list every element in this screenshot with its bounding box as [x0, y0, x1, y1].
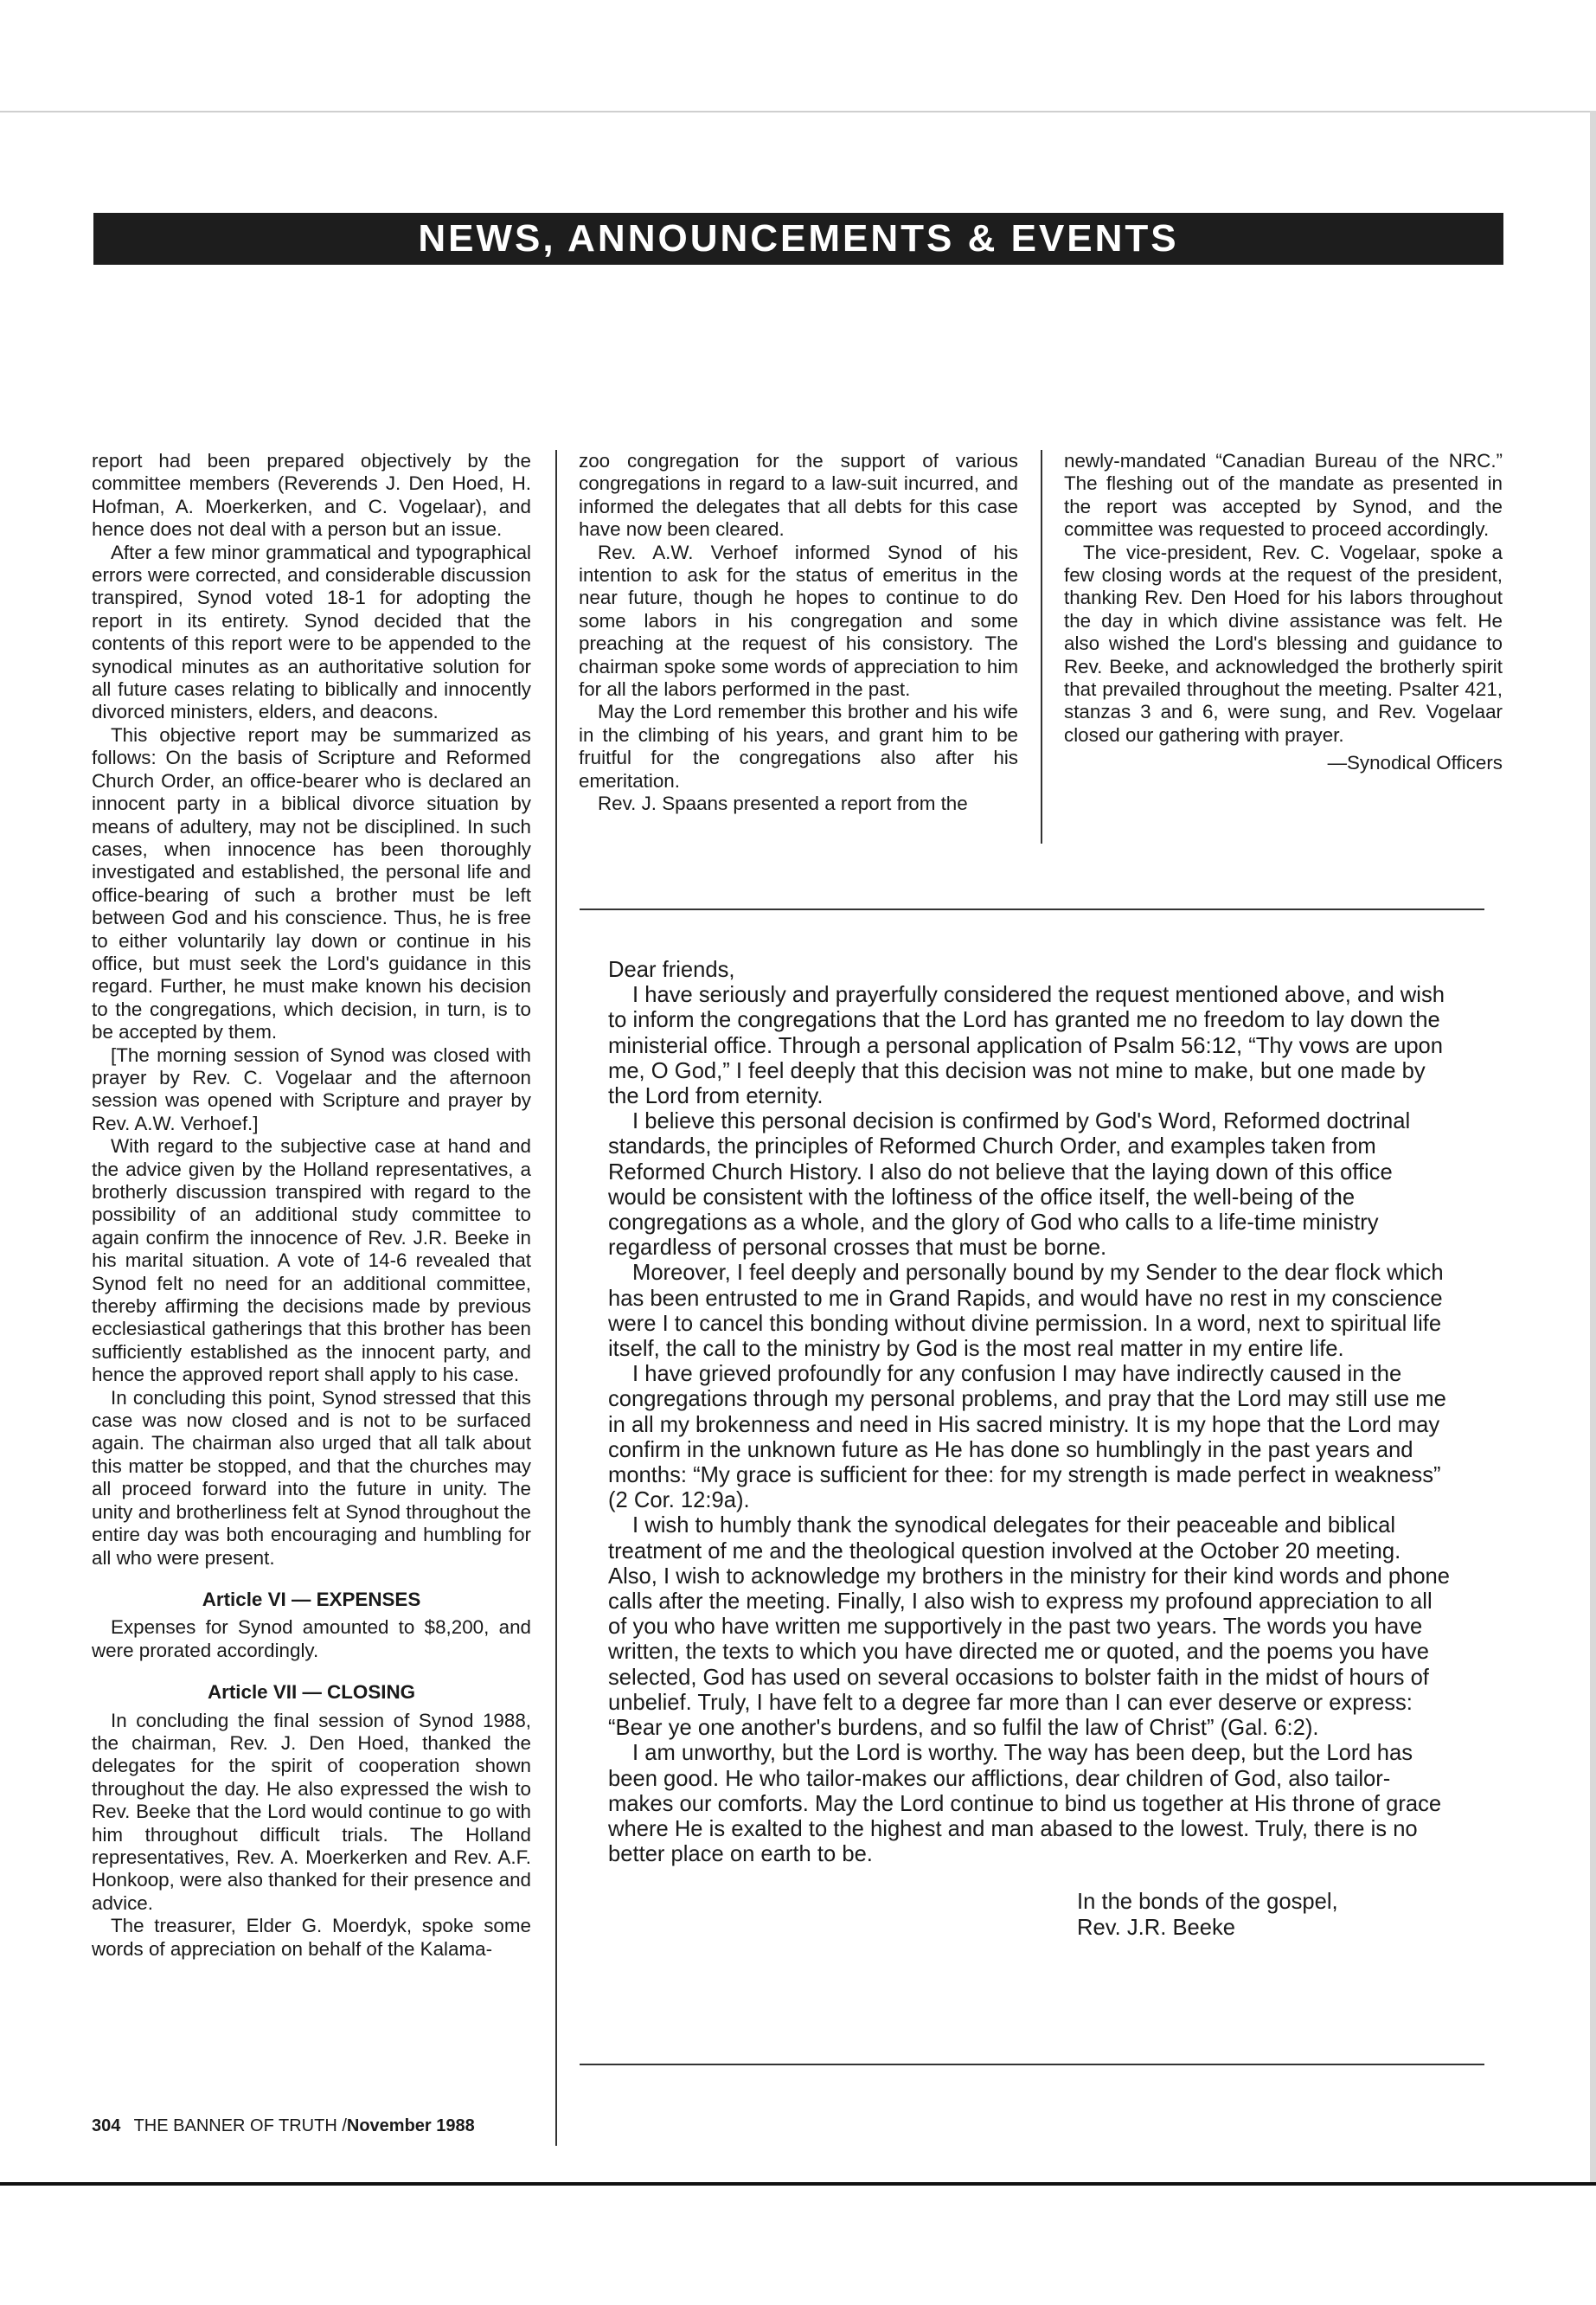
letter-top-rule	[580, 909, 1484, 910]
letter-paragraph: I have grieved profoundly for any confusion I may have indirectly caused in the congregations through my personal problems, and pray that the Lord may still use me in all my brokenness and need in His sacred ministry. It is my hope that the Lord may confirm in the unknown future as He has done so humblingly in the past years and months: “My grace is sufficient for thee: for my strength is made perfect in weakness” (2 Cor. 12:9a).	[608, 1362, 1446, 1513]
paragraph: newly-mandated “Canadian Bureau of the NRC.” The fleshing out of the mandate as presented in the report was accepted by Synod, and the committee was requested to proceed accordingly.	[1064, 450, 1503, 541]
signature: —Synodical Officers	[1327, 752, 1503, 774]
letter-paragraph: I am unworthy, but the Lord is worthy. The way has been deep, but the Lord has been good. He who tailor-makes our afflictions, dear children of God, also tailor-makes our comforts. May the Lord continue to bind us together at His throne of grace where He is exalted to the highest and man abased to the lowest. Truly, there is no better place on earth to be.	[608, 1741, 1442, 1867]
paragraph: In concluding this point, Synod stressed that this case was now closed and is not to be surfaced again. The chairman also urged that all talk about this matter be stopped, and that the churches may all proceed forward into the future in unity. The unity and brotherliness felt at Synod throughout the entire day was both encouraging and humbling for all who were present.	[92, 1386, 531, 1569]
paragraph: Rev. J. Spaans presented a report from the	[598, 793, 968, 815]
letter-bottom-rule	[580, 2064, 1484, 2065]
issue-date: November 1988	[346, 2116, 475, 2135]
letter-closing: In the bonds of the gospel,	[1077, 1890, 1338, 1915]
paragraph: After a few minor grammatical and typographical errors were corrected, and considerable discussion transpired, Synod voted 18-1 for adopting the report in its entirety. Synod decided that the contents of this report were to be appended to the synodical minutes as an authoritative solution for all future cases relating to biblically and innocently divorced ministers, elders, and deacons.	[92, 541, 531, 723]
letter-paragraph: I wish to humbly thank the synodical delegates for their peaceable and biblical treatment of me and the theological question involved at the October 20 meeting. Also, I wish to acknowledge my brothers in the ministry for their kind words and phone calls after the meeting. Finally, I also wish to express my profound appreciation to all of you who have written me supportively in the past two years. The words you have written, the texts to which you have directed me or quoted, and the poems you have selected, God has used on several occasions to bolster faith in the midst of hours of unbelief. Truly, I have felt to a degree far more than I can ever deserve or express: “Bear ye one another's burdens, and so fulfil the law of Christ” (Gal. 6:2).	[608, 1513, 1451, 1741]
page-top-margin	[0, 0, 1596, 112]
letter-salutation: Dear friends,	[608, 958, 735, 982]
publication-name: THE BANNER OF TRUTH /	[133, 2116, 347, 2135]
page-edge-shadow	[1590, 111, 1596, 2182]
letter-signature: Rev. J.R. Beeke	[1077, 1915, 1236, 1940]
paragraph: Rev. A.W. Verhoef informed Synod of his intention to ask for the status of emeritus in the near future, though he hopes to continue to do some labors in his congregation and some preaching at the request of his consistory. The chairman spoke some words of appreciation to him for all the labors performed in the past.	[579, 541, 1018, 701]
column-divider	[555, 450, 557, 2146]
paragraph: May the Lord remember this brother and his wife in the climbing of his years, and grant him to be fruitful for the congregations also after his emeritation.	[579, 701, 1018, 792]
page-bottom-margin	[0, 2182, 1596, 2305]
article-column-2	[579, 450, 1018, 816]
paragraph: This objective report may be summarized as follows: On the basis of Scripture and Reformed Church Order, an office-bearer who is declared an innocent party in a biblical divorce situation by means of adultery, may not be disciplined. In such cases, when innocence has been thoroughly investigated and established, the personal life and office-bearing of such a brother must be left between God and his conscience. Thus, he is free to either voluntarily lay down or continue in his office, but must seek the Lord's guidance in this regard. Further, he must make known his decision to the congregations, which decision, in turn, is to be accepted by them.	[92, 723, 531, 1043]
letter-box	[608, 958, 1452, 1941]
page-footer	[92, 2116, 475, 2136]
paragraph: With regard to the subjective case at hand and the advice given by the Holland representatives, a brotherly discussion transpired with regard to the possibility of an additional study committee to again confirm the innocence of Rev. J.R. Beeke in his marital situation. A vote of 14-6 revealed that Synod felt no need for an additional committee, thereby affirming the decisions made by previous ecclesiastical gatherings that this brother has been sufficiently established as the innocent party, and hence the approved report shall apply to his case.	[92, 1135, 531, 1386]
letter-paragraph: I have seriously and prayerfully considered the request mentioned above, and wish to inform the congregations that the Lord has granted me no freedom to lay down the ministerial office. Through a personal application of Psalm 56:12, “Thy vows are upon me, O God,” I feel deeply that this decision was not mine to make, but one made by the Lord from eternity.	[608, 983, 1445, 1109]
paragraph: report had been prepared objectively by the committee members (Reverends J. Den Hoed, H. Hofman, A. Moerkerken, and C. Vogelaar), and hence does not deal with a person but an issue.	[92, 450, 531, 541]
section-heading-closing: Article VII — CLOSING	[207, 1681, 416, 1704]
paragraph: The vice-president, Rev. C. Vogelaar, spoke a few closing words at the request of the president, thanking Rev. Den Hoed for his labors throughout the day in which divine assistance was felt. He also wished the Lord's blessing and guidance to Rev. Beeke, and acknowledged the brotherly spirit that prevailed throughout the meeting. Psalter 421, stanzas 3 and 6, were sung, and Rev. Vogelaar closed our gathering with prayer.	[1064, 541, 1503, 746]
article-column-1	[92, 450, 531, 1961]
letter-paragraph: Moreover, I feel deeply and personally bound by my Sender to the dear flock which has been entrusted to me in Grand Rapids, and would have no rest in my conscience were I to cancel this bonding without divine permission. In a word, next to spiritual life itself, the call to the ministry by God is the most real matter in my entire life.	[608, 1261, 1444, 1362]
page-number: 304	[92, 2116, 121, 2135]
paragraph: [The morning session of Synod was closed with prayer by Rev. C. Vogelaar and the afternoon session was opened with Scripture and prayer by Rev. A.W. Verhoef.]	[92, 1043, 531, 1134]
column-divider	[1041, 450, 1042, 844]
paragraph: Expenses for Synod amounted to $8,200, and were prorated accordingly.	[92, 1616, 531, 1661]
paragraph: zoo congregation for the support of various congregations in regard to a law-suit incurred, and informed the delegates that all debts for this case have now been cleared.	[579, 450, 1018, 541]
letter-paragraph: I believe this personal decision is confirmed by God's Word, Reformed doctrinal standards, the principles of Reformed Church Order, and examples taken from Reformed Church History. I also do not believe that the laying down of this office would be consistent with the loftiness of the office itself, the well-being of the congregations as a whole, and the glory of God who calls to a life-time ministry regardless of personal crosses that must be borne.	[608, 1109, 1411, 1261]
section-heading-expenses: Article VI — EXPENSES	[202, 1588, 421, 1610]
section-banner: NEWS, ANNOUNCEMENTS & EVENTS	[93, 213, 1503, 265]
paragraph: The treasurer, Elder G. Moerdyk, spoke some words of appreciation on behalf of the Kalama-	[92, 1915, 531, 1960]
paragraph: In concluding the final session of Synod 1988, the chairman, Rev. J. Den Hoed, thanked the delegates for the spirit of cooperation shown throughout the day. He also expressed the wish to Rev. Beeke that the Lord would continue to go with him throughout difficult trials. The Holland representatives, Rev. A. Moerkerken and Rev. A.F. Honkoop, were also thanked for their presence and advice.	[92, 1709, 531, 1914]
article-column-3	[1064, 450, 1503, 775]
